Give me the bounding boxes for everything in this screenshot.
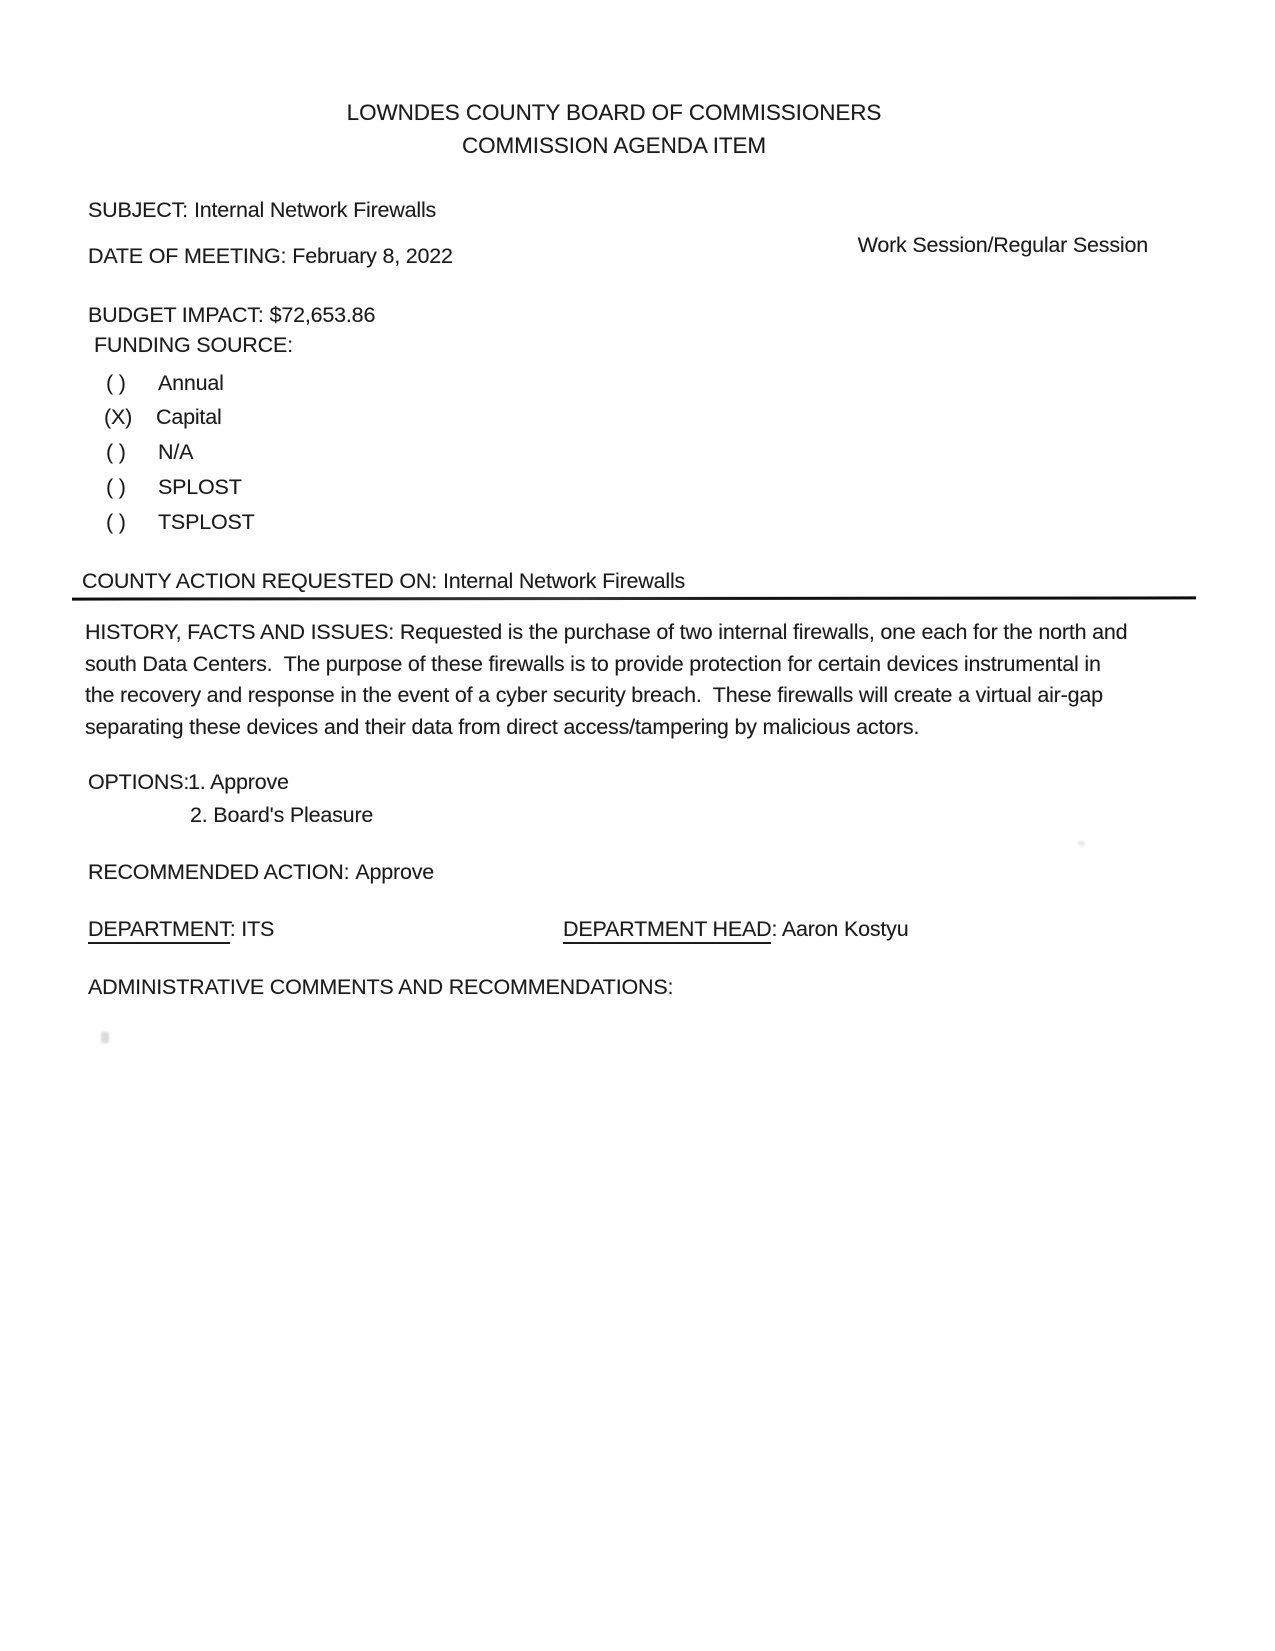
scan-artifact: [1078, 841, 1085, 846]
department-head-line: [563, 915, 909, 943]
recommended-action-label: RECOMMENDED ACTION:: [88, 860, 350, 884]
department-line: [88, 915, 274, 943]
date-of-meeting-value: February 8, 2022: [292, 244, 453, 268]
checkbox-mark-capital: (X): [104, 405, 133, 429]
funding-option-tsplost: [106, 508, 255, 536]
options-label: OPTIONS:: [88, 770, 190, 794]
funding-option-capital: [104, 403, 222, 431]
checkbox-mark-tsplost: ( ): [106, 510, 126, 534]
history-line: south Data Centers. The purpose of these firewalls is to provide protection for certain devices instrumental in: [85, 651, 1101, 676]
funding-option-na: [106, 438, 193, 466]
history-line: HISTORY, FACTS AND ISSUES: Requested is the purchase of two internal firewalls, one each for the north and: [85, 620, 1128, 644]
checkbox-mark-annual: ( ): [106, 371, 126, 395]
county-action-label: COUNTY ACTION REQUESTED ON:: [82, 569, 437, 593]
session-type: Work Session/Regular Session: [857, 233, 1148, 257]
checkbox-mark-na: ( ): [106, 440, 126, 464]
department-label: DEPARTMENT: [88, 917, 230, 944]
county-action-line: [82, 567, 685, 595]
document-title-line1: LOWNDES COUNTY BOARD OF COMMISSIONERS: [346, 100, 882, 125]
funding-option-label: Capital: [156, 405, 222, 429]
budget-impact-value: $72,653.86: [269, 303, 376, 327]
budget-impact-line: [88, 301, 375, 329]
scan-artifact: [101, 1032, 109, 1043]
recommended-action-line: [88, 858, 434, 886]
option-item-boards-pleasure: 2. Board's Pleasure: [190, 803, 374, 827]
recommended-action-value: Approve: [355, 860, 435, 884]
funding-option-annual: [106, 369, 224, 397]
funding-option-label: Annual: [158, 371, 224, 395]
date-of-meeting-label: DATE OF MEETING:: [88, 244, 287, 268]
checkbox-mark-splost: ( ): [106, 475, 126, 499]
department-head-value: : Aaron Kostyu: [771, 917, 909, 941]
history-paragraph: [85, 617, 1127, 743]
funding-option-label: TSPLOST: [158, 510, 255, 534]
option-item-approve: 1. Approve: [188, 770, 289, 794]
subject-value: Internal Network Firewalls: [193, 198, 437, 222]
funding-option-label: SPLOST: [158, 475, 242, 499]
funding-option-splost: [106, 473, 242, 501]
funding-option-label: N/A: [158, 440, 194, 464]
department-head-label: DEPARTMENT HEAD: [563, 917, 771, 944]
document-title-line2: COMMISSION AGENDA ITEM: [461, 133, 767, 158]
subject-label: SUBJECT:: [88, 198, 188, 222]
history-line: separating these devices and their data from direct access/tampering by malicious actors.: [85, 714, 920, 739]
department-value: : ITS: [229, 917, 275, 941]
county-action-value: Internal Network Firewalls: [442, 569, 686, 593]
date-of-meeting-line: [88, 242, 453, 270]
history-line: the recovery and response in the event of a cyber security breach. These firewalls will create a virtual air-gap: [85, 683, 1103, 708]
funding-source-label: FUNDING SOURCE:: [94, 333, 293, 357]
divider-rule: [72, 596, 1196, 600]
budget-impact-label: BUDGET IMPACT:: [88, 303, 264, 327]
history-label: HISTORY, FACTS AND ISSUES:: [85, 620, 395, 644]
admin-comments-label: ADMINISTRATIVE COMMENTS AND RECOMMENDATIONS:: [88, 975, 674, 999]
document-title: [88, 96, 1140, 162]
subject-line: [88, 196, 436, 224]
